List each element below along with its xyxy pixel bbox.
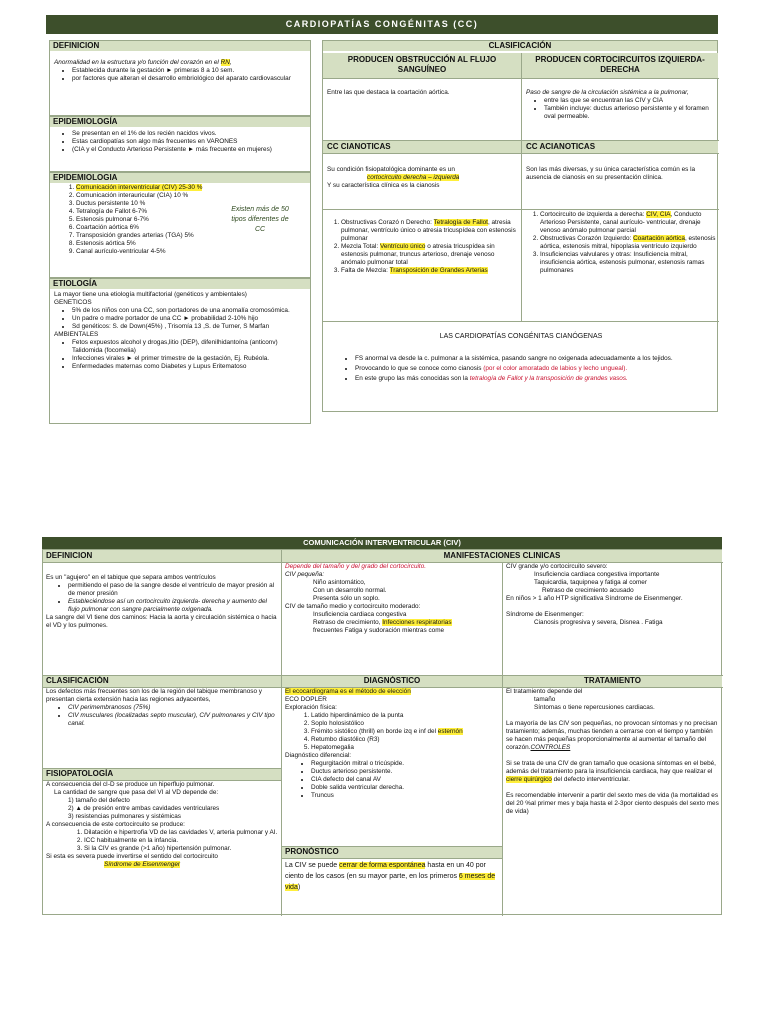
civ-definicion-outro: La sangre del VI tiene dos caminos: Hacia la aorta y circulación sistémica o hacia el VD y los pulmones.	[46, 614, 277, 629]
epidemiologia-bullet: • (CIA y el Conducto Arterioso Persistente ► más frecuente en mujeres)	[72, 146, 306, 154]
civ-big-item: Insuficiencia cardiaca congestiva importante	[534, 571, 660, 578]
diagnostico-exploracion: Exploración física:	[285, 704, 337, 711]
ambient-item: • Fetos expuestos alcohol y drogas,litio (DEP), difenilhidantoína (anticonv)	[72, 339, 306, 347]
civ-big-outro: En niños > 1 año HTP significativa Síndrome de Eisenmenger.	[506, 595, 683, 602]
shunt-column-heading: PRODUCEN CORTOCIRCUITOS IZQUIERDA-DERECHA	[522, 53, 718, 78]
cianogenas-bullet: • En este grupo las más conocidas son la tetralogía de Fallot y la transposición de grandes vasos.	[355, 375, 713, 383]
epidemiologia-list-heading: EPIDEMIOLOGIA	[50, 173, 310, 183]
fisio-conseq: A consecuencia de este cortocircuito se produce:	[46, 821, 185, 828]
cianogenas-title: LAS CARDIOPATÍAS CONGÉNITAS CIANÓGENAS	[439, 333, 603, 340]
cianoticas-text: Su condición fisiopatológica dominante es un	[327, 166, 455, 173]
manifestaciones-heading: MANIFESTACIONES CLINICAS	[282, 550, 722, 562]
civ-medium-item: Retraso de crecimiento, Infecciones respiratorias	[313, 619, 452, 626]
fisio-conseq-item: 3. Si la CIV es grande (>1 año) hipertensión pulmonar.	[84, 845, 278, 853]
tratamiento-item: Síntomas o tiene repercusiones cardiacas.	[534, 704, 655, 711]
fisio-size-item: 1) tamaño del defecto	[68, 797, 130, 804]
acianotica-type: 3. Insuficiencias valvulares y otras: Insuficiencia mitral, insuficiencia aórtica, estenosis pulmonar, estenosis ramas pulmonares	[540, 251, 718, 275]
definicion-bullet: • por factores que alteran el desarrollo embriológico del aparato cardiovascular	[72, 75, 306, 83]
civ-definicion-heading: DEFINICION	[43, 550, 281, 562]
fisio-conseq-item: 2. ICC habitualmente en la infancia.	[84, 837, 278, 845]
cc-frequency-item: 3. Ductus persistente 10 %	[76, 200, 229, 208]
genetics-item: • 5% de los niños con una CC, son portadores de una anomalía cromosómica.	[72, 307, 306, 315]
clasificacion-panel	[322, 40, 718, 412]
shunt-text: Paso de sangre de la circulación sistémica a la pulmonar,	[526, 89, 689, 96]
definicion-text: Anormalidad en la estructura y/o función del corazón en el RN,	[54, 59, 232, 66]
epidemiologia-list-panel	[49, 172, 311, 278]
civ-clasificacion-heading: CLASIFICACIÓN	[43, 675, 281, 687]
cianotica-type: 2. Mezcla Total: Ventrículo único o atresia tricuspídea sin estenosis pulmonar, truncus arterioso, drenaje venoso anómalo pulmonar total	[341, 243, 519, 267]
cianogenas-bullet: • FS anormal va desde la c. pulmonar a la sistémica, pasando sangre no oxigenada adecuadamente a los tejidos.	[355, 355, 713, 363]
ambient-sub: Talidomida (focomelia)	[72, 347, 136, 354]
cianogenas-bullet: • Provocando lo que se conoce como cianosis (por el color amoratado de labios y lecho ungueal).	[355, 365, 713, 373]
tratamiento-intro: El tratamiento depende del	[506, 688, 583, 695]
pronostico-heading: PRONÓSTICO	[282, 846, 502, 858]
genetics-item: • Sd genéticos: S. de Down(45%) , Trisomía 13 ,S. de Turner, S Marfan	[72, 323, 306, 331]
top-title-bar: CARDIOPATÍAS CONGÉNITAS (CC)	[46, 15, 718, 34]
fisio-intro: A consecuencia del cI-D se produce un hiperflujo pulmonar.	[46, 781, 215, 788]
diff-item: • Regurgitación mitral o tricúspide.	[311, 760, 500, 768]
acianotica-type: 2. Obstructivas Corazón Izquierdo: Coartación aórtica, estenosis aórtica, estenosis mitral, hipoplasia ventrículo izquierdo	[540, 235, 718, 251]
civ-type: • CIV musculares (localizadas septo muscular), CIV pulmonares y CIV tipo canal.	[68, 712, 278, 728]
shunt-bullet: • También incluye: ductus arterioso persistente y el foramen oval permeable.	[544, 105, 714, 121]
acianoticas-heading: CC ACIANOTICAS	[522, 141, 718, 153]
etiologia-intro: La mayor tiene una etiología multifactorial (genéticos y ambientales)	[54, 291, 247, 298]
diagnostico-heading: DIAGNÓSTICO	[282, 675, 502, 687]
physical-sign: 5. Hepatomegalia	[311, 744, 500, 752]
fisio-conseq-item: 1. Dilatación e hipertrofia VD de las cavidades V, arteria pulmonar y AI.	[84, 829, 278, 837]
cc-frequency-item: 6. Coartación aórtica 6%	[76, 224, 229, 232]
cc-frequency-item: 4. Tetralogía de Fallot 6-7%	[76, 208, 229, 216]
civ-small-item: Con un desarrollo normal.	[313, 587, 387, 594]
diagnostico-doppler: ECO DOPLER	[285, 696, 327, 703]
tratamiento-heading: TRATAMIENTO	[503, 675, 722, 687]
diff-item: • Doble salida ventricular derecha.	[311, 784, 500, 792]
etiologia-heading: ETIOLOGÍA	[50, 279, 310, 289]
obstruction-text: Entre las que destaca la coartación aórtica.	[327, 89, 450, 96]
cc-frequency-item: 2. Comunicación interauricular (CIA) 10 %	[76, 192, 229, 200]
tratamiento-p1: La mayoría de las CIV son pequeñas, no provocan síntomas y no precisan tratamiento; además, muchas tienden a cerrarse con el tiempo y también se hacen más pequeñas proporcionalmente al aumentar el tamaño del corazón.CONTROLES	[506, 720, 718, 751]
definicion-panel	[49, 40, 311, 116]
obstruction-column-heading: PRODUCEN OBSTRUCCIÓN AL FLUJO SANGUÍNEO	[323, 53, 521, 78]
ambient-item: • Enfermedades maternas como Diabetes y Lupus Eritematoso	[72, 363, 306, 371]
diff-item: • Ductus arterioso persistente.	[311, 768, 500, 776]
civ-small-item: Presenta sólo un soplo.	[313, 595, 380, 602]
ambient-label: AMBIENTALES	[54, 331, 99, 338]
epidemiologia-heading: EPIDEMIOLOGÍA	[50, 117, 310, 127]
diff-item: • Truncus	[311, 792, 500, 800]
fisio-size-intro: La cantidad de sangre que pasa del VI al VD depende de:	[54, 789, 219, 796]
civ-big-item: Taquicardia, taquipnea y fatiga al comer	[534, 579, 647, 586]
fisio-outro: Si esta es severa puede invertirse el sentido del cortocircuito	[46, 853, 218, 860]
civ-medium-label: CIV de tamaño medio y cortocircuito moderado:	[285, 603, 421, 610]
cc-frequency-item: 1. Comunicación interventricular (CIV) 25-30 %	[76, 184, 229, 192]
civ-definicion-bullet: • Estableciéndose así un cortocircuito izquierda- derecha y aumento del flujo pulmonar con sangre parcialmente oxigenada.	[68, 598, 278, 614]
cianoticas-highlight: cortocircuito derecha – izquierda	[367, 174, 460, 181]
cc-frequency-item: 9. Canal aurículo-ventricular 4-5%	[76, 248, 229, 256]
pronostico-text: La CIV se puede cerrar de forma espontánea hasta en un 40 por ciento de los casos (en su mayor parte, en los primeros 6 meses de vida)	[285, 862, 496, 891]
eisenmenger-label: Síndrome de Eisenmenger:	[506, 611, 584, 618]
physical-sign: 1. Latido hiperdinámico de la punta	[311, 712, 500, 720]
cc-frequency-item: 5. Estenosis pulmonar 6-7%	[76, 216, 229, 224]
acianotica-type: 1. Cortocircuito de izquierda a derecha: CIV, CIA, Conducto Arterioso Persistente, canal aurículo- ventricular, drenaje venoso anómalo pulmonar parcial	[540, 211, 718, 235]
cianoticas-text2: Y su característica clínica es la cianosis	[327, 182, 440, 189]
eisenmenger-highlight: Síndrome de Eisenmenger	[104, 861, 181, 868]
civ-medium-item: frecuentes Fatiga y sudoración mientras come	[313, 627, 445, 634]
civ-small-item: Niño asintomático,	[313, 579, 366, 586]
clasificacion-heading: CLASIFICACIÓN	[323, 41, 717, 51]
shunt-bullet: • entre las que se encuentran las CIV y CIA	[544, 97, 714, 105]
epidemiologia-bullet: • Estas cardiopatías son algo más frecuentes en VARONES	[72, 138, 306, 146]
civ-small-label: CIV pequeña:	[285, 571, 325, 578]
civ-title-bar: COMUNICACIÓN INTERVENTRICULAR (CIV)	[42, 537, 722, 549]
cc-frequency-item: 7. Transposición grandes arterias (TGA) 5%	[76, 232, 229, 240]
ambient-item: • Infecciones virales ► el primer trimestre de la gestación, Ej. Rubéola.	[72, 355, 306, 363]
genetics-label: GENETICOS	[54, 299, 92, 306]
civ-definicion-intro: Es un "agujero" en el tabique que separa ambos ventrículos	[46, 574, 216, 581]
definicion-bullet: • Establecida durante la gestación ► primeras 8 a 10 sem.	[72, 67, 306, 75]
civ-big-label: CIV grande y/o cortocircuito severo:	[506, 563, 608, 570]
tratamiento-item: tamaño	[534, 696, 556, 703]
fisiopatologia-heading: FISIOPATOLOGÍA	[43, 768, 281, 780]
fisio-size-item: 2) ▲ de presión entre ambas cavidades ventriculares	[68, 805, 220, 812]
civ-medium-item: Insuficiencia cardiaca congestiva	[313, 611, 407, 618]
civ-type: • CIV perimembranosos (75%)	[68, 704, 278, 712]
civ-definicion-bullet: • permitiendo el paso de la sangre desde el ventrículo de mayor presión al de menor presión	[68, 582, 278, 598]
epidemiologia-panel	[49, 116, 311, 172]
cc-types-note: Existen más de 50 tipos diferentes de CC	[231, 206, 289, 233]
fisio-size-item: 3) resistencias pulmonares y sistémicas	[68, 813, 181, 820]
cianotica-type: 1. Obstructivas Corazó n Derecho: Tetralogía de Fallot, atresia pulmonar, ventrículo único o atresia tricuspídea con estenosis pulmonar	[341, 219, 519, 243]
definicion-heading: DEFINICION	[50, 41, 310, 51]
etiologia-panel	[49, 278, 311, 424]
tratamiento-p3: Es recomendable intervenir a partir del sexto mes de vida (la mortalidad es del 20 %al primer mes y baja hasta el 2-3por ciento después del sexto mes de vida)	[506, 792, 719, 815]
epidemiologia-bullet: • Se presentan en el 1% de los recién nacidos vivos.	[72, 130, 306, 138]
diff-label: Diagnóstico diferencial:	[285, 752, 352, 759]
diff-item: • CIA defecto del canal AV	[311, 776, 500, 784]
acianoticas-text: Son las más diversas, y su única característica común es la ausencia de cianosis en su presentación clínica.	[526, 166, 696, 181]
civ-clasificacion-text: Los defectos más frecuentes son los de la región del tabique membranoso y presentan cierta extensión hacia las regiones adyacentes,	[46, 688, 262, 703]
genetics-item: • Un padre o madre portador de una CC ► probabilidad 2-10% hijo	[72, 315, 306, 323]
civ-grid	[42, 549, 722, 915]
cc-frequency-item: 8. Estenosis aórtica 5%	[76, 240, 229, 248]
civ-big-item: Retraso de crecimiento acusado	[542, 587, 634, 594]
diagnostico-method: El ecocardiograma es el método de elección	[285, 688, 411, 695]
cianotica-type: 3. Falta de Mezcla: Transposición de Grandes Arterias	[341, 267, 519, 275]
manifestaciones-note: Depende del tamaño y del grado del cortocircuito.	[285, 563, 427, 570]
physical-sign: 4. Retumbo diastólico (R3)	[311, 736, 500, 744]
physical-sign: 2. Soplo holosistólico	[311, 720, 500, 728]
tratamiento-p2: Si se trata de una CIV de gran tamaño que ocasiona síntomas en el bebé, además del tratamiento para la insuficiencia cardiaca, hay que realizar el cierre quirúrgico del defecto interventricular.	[506, 760, 716, 783]
cianoticas-heading: CC CIANOTICAS	[323, 141, 521, 153]
eisenmenger-text: Cianosis progresiva y severa, Disnea . Fatiga	[534, 619, 663, 626]
physical-sign: 3. Frémito sistólico (thrill) en borde izq e inf del esternón	[311, 728, 500, 736]
